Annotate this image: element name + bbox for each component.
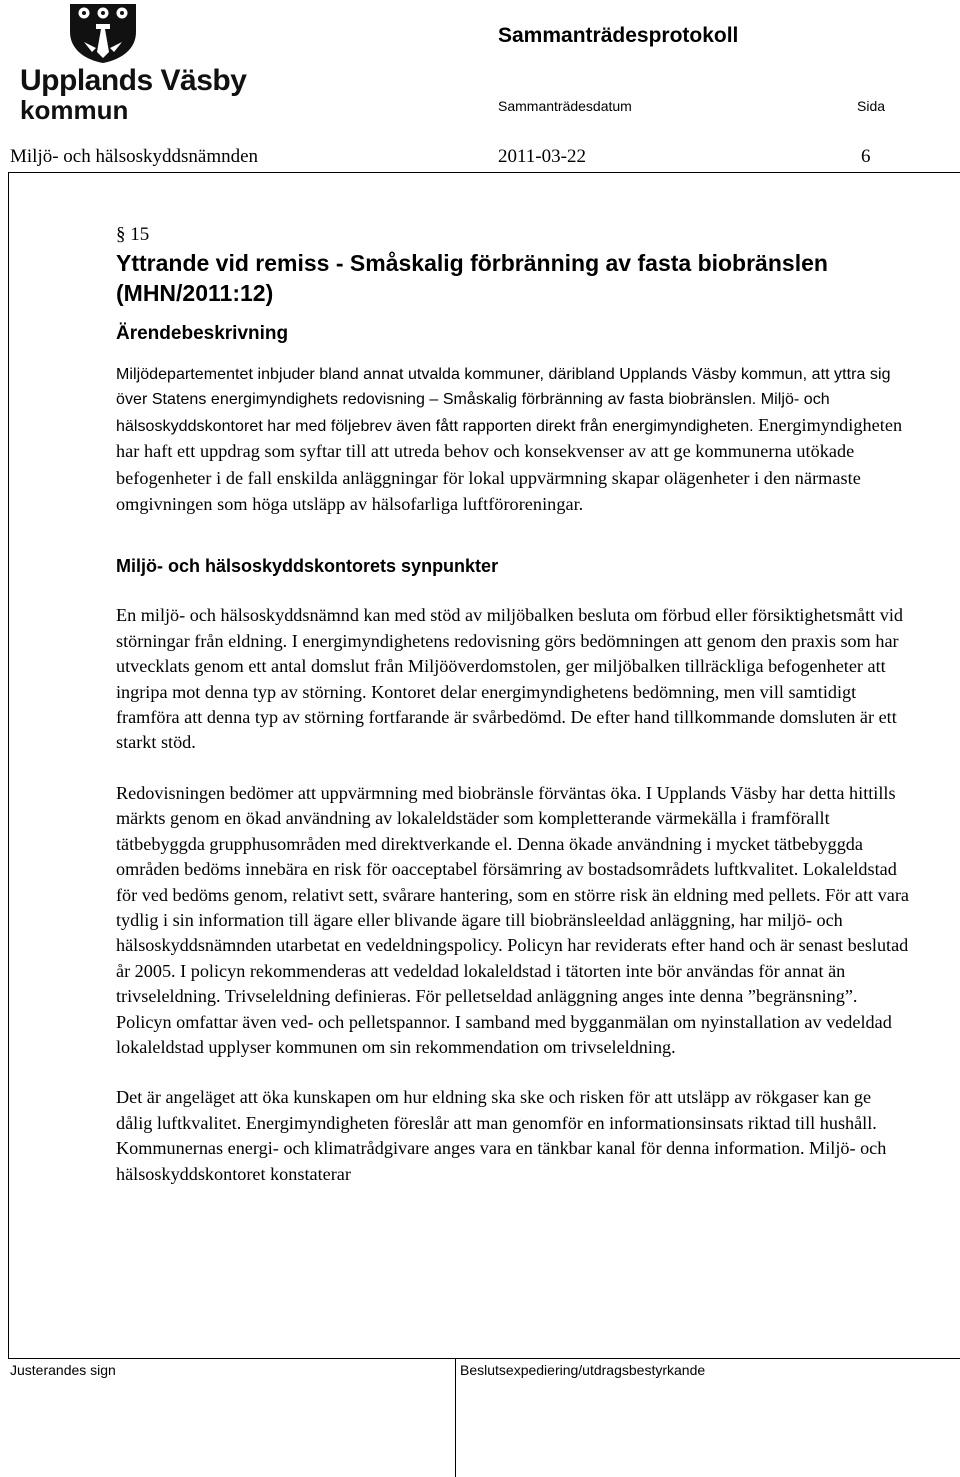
section-number: § 15 xyxy=(116,224,150,245)
left-margin-line xyxy=(8,172,9,1358)
paragraph-description-part2: Energimyndigheten har haft ett uppdrag som syftar till att utreda behov och konsekvenser av att ge kommunerna utökade befogenheter i de fall enskilda anläggningar för lokal uppvärmning skapar olägenheter i den närmaste omgivningen som höga utsläpp av hälsofarliga luftföroreningar. xyxy=(116,414,903,515)
paragraph-synpunkter-3: Det är angeläget att öka kunskapen om hur eldning ska ske och risken för att utsläpp av rökgaser kan ge dålig luftkvalitet. Energimyndigheten föreslår att man genomför en informationsinsats riktad till hushåll. Kommunernas energi- och klimatrådgivare anges vara en tänkbar kanal för denna information. Miljö- och hälsoskyddskontoret konstaterar xyxy=(116,1087,887,1184)
heading-arendebeskrivning: Ärendebeskrivning xyxy=(116,323,289,344)
page-label: Sida xyxy=(857,98,886,114)
paragraph-description-part1: Miljödepartementet inbjuder bland annat utvalda kommuner, däribland Upplands Väsby kommun, att yttra sig över Statens energimyndighets redovisning – Småskalig förbränning av fasta biobränslen. Miljö- och hälsoskyddskontoret har med följebrev även fått rapporten direkt från energimyndigheten. xyxy=(116,366,891,435)
municipality-logo xyxy=(8,2,247,125)
page-number: 6 xyxy=(861,146,871,167)
document-body xyxy=(116,222,911,1187)
logo-text-line1: Upplands Väsby xyxy=(20,64,247,97)
date-label: Sammanträdesdatum xyxy=(498,98,632,114)
footer-divider xyxy=(8,1358,960,1359)
heading-synpunkter: Miljö- och hälsoskyddskontorets synpunkter xyxy=(116,556,499,577)
header-divider xyxy=(8,172,960,173)
section-title: Yttrande vid remiss - Småskalig förbränning av fasta biobränslen (MHN/2011:12) xyxy=(116,250,828,306)
document-type: Sammanträdesprotokoll xyxy=(498,24,739,47)
logo-text-line2: kommun xyxy=(20,95,129,125)
coat-of-arms-icon xyxy=(68,2,138,64)
footer-beslutsexpediering: Beslutsexpediering/utdragsbestyrkande xyxy=(460,1362,706,1378)
paragraph-synpunkter-1: En miljö- och hälsoskyddsnämnd kan med stöd av miljöbalken besluta om förbud eller försiktighetsmått vid störningar från eldning. I energimyndighetens redovisning görs bedömningen att genom den praxis som har utvecklats genom ett antal domslut från Miljööverdomstolen, ger miljöbalken tillräckliga befogenheter att ingripa mot denna typ av störning. Kontoret delar energimyndighetens bedömning, men vill samtidigt framföra att denna typ av störning fortfarande är svårbedömd. De efter hand tillkommande domsluten är ett starkt stöd. xyxy=(116,605,903,753)
committee-name: Miljö- och hälsoskyddsnämnden xyxy=(10,146,259,167)
footer-divider-vertical xyxy=(455,1358,456,1477)
meeting-date: 2011-03-22 xyxy=(498,146,586,167)
footer-justerandes-sign: Justerandes sign xyxy=(10,1362,116,1378)
paragraph-synpunkter-2: Redovisningen bedömer att uppvärmning med biobränsle förväntas öka. I Upplands Väsby har detta hittills märkts genom en ökad användning av lokaleldstäder som kompletterande värmekälla i framförallt tätbebyggda grupphusområden med direktverkande el. Denna ökade användning i mycket tätbebyggda områden bedöms innebära en risk för oacceptabel försämring av bostadsområdets luftkvalitet. Lokaleldstad för ved bedöms genom, relativt sett, svårare hantering, som en större risk än eldning med pellets. För att vara tydlig i sin information till ägare eller blivande ägare till biobränsleeldad anläggning, har miljö- och hälsoskyddsnämnden utarbetat en vedeldningspolicy. Policyn har reviderats efter hand och är senast beslutad år 2005. I policyn rekommenderas att vedeldad lokaleldstad i tätorten inte bör användas för annat än trivseleldning. Trivseleldning definieras. För pelletseldad anläggning anges inte denna ”begränsning”. Policyn omfattar även ved- och pelletspannor. I samband med bygganmälan om nyinstallation av vedeldad lokaleldstad upplyser kommunen om sin rekommendation om trivseleldning. xyxy=(116,782,909,1057)
paragraph-description xyxy=(116,362,911,518)
